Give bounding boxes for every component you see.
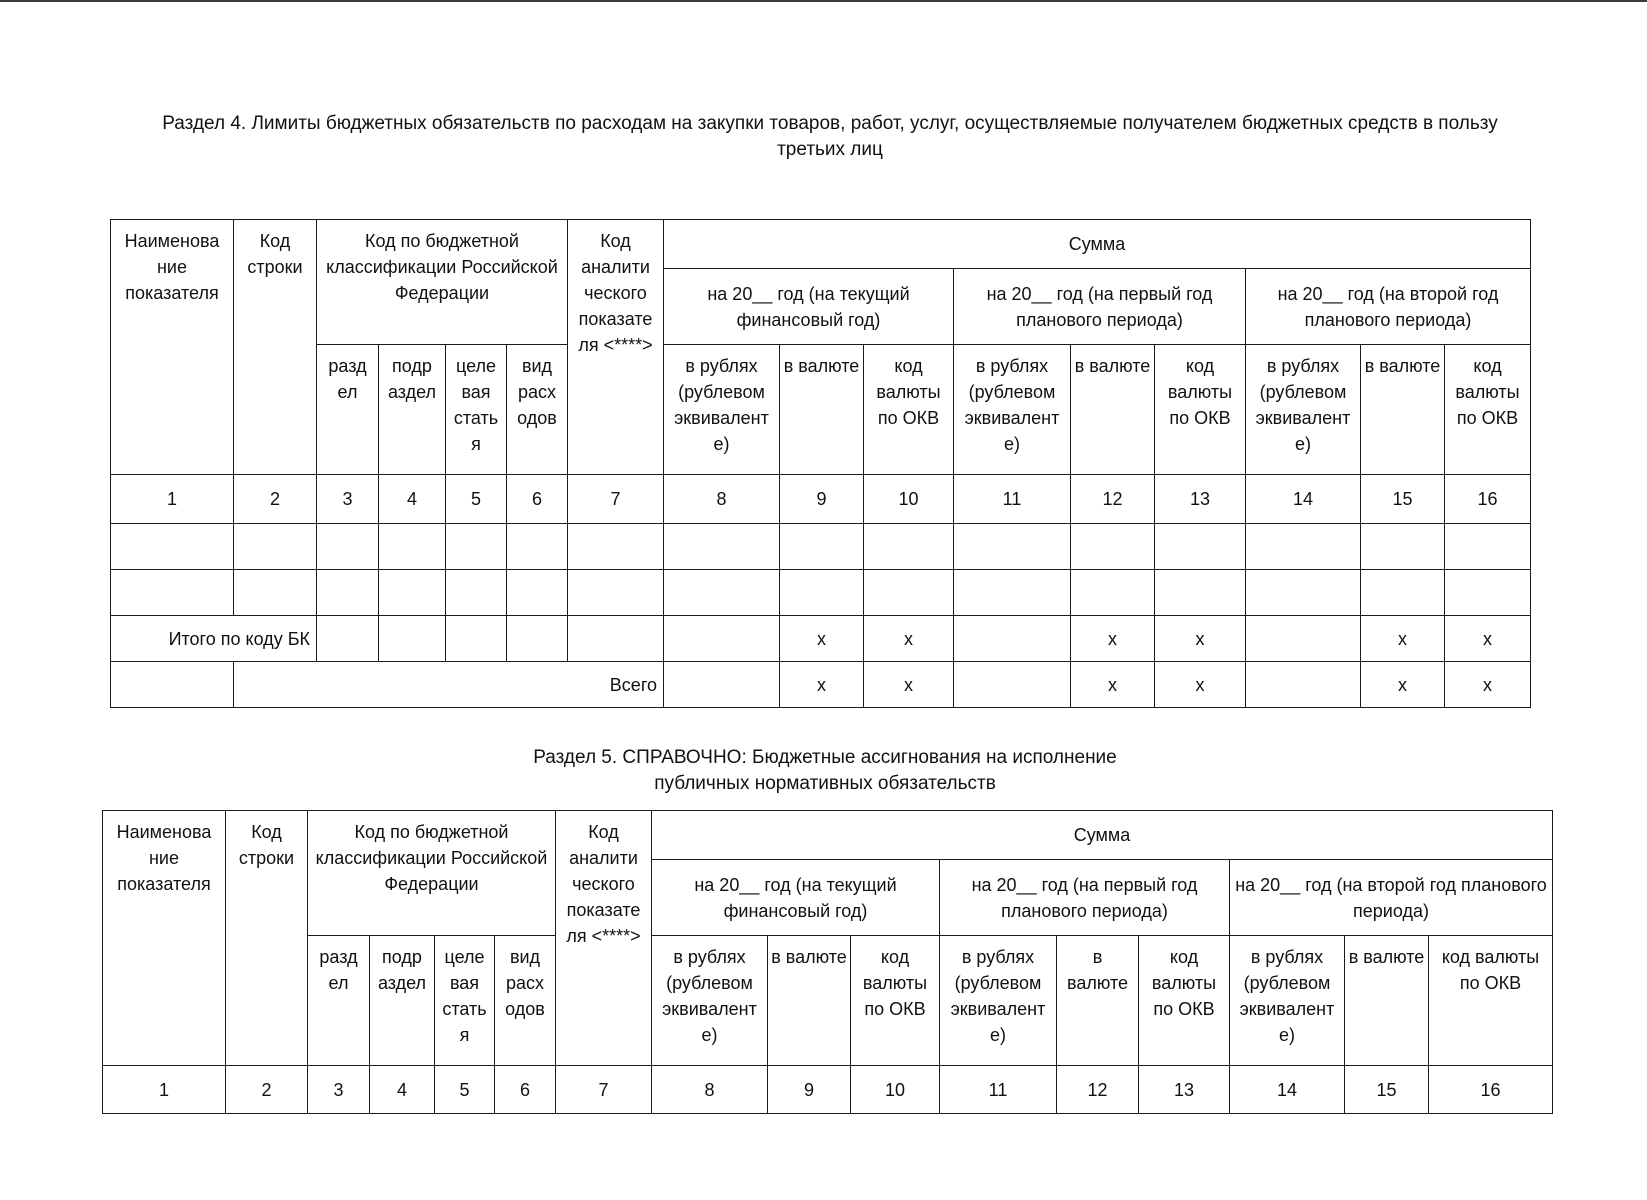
- column-number: 9: [768, 1066, 851, 1114]
- section-4-title: [110, 111, 1550, 163]
- empty-cell: [954, 662, 1071, 708]
- total-bk-row: [111, 616, 1531, 662]
- x-mark: x: [780, 662, 864, 708]
- column-number: 1: [111, 475, 234, 524]
- x-mark: x: [1155, 662, 1246, 708]
- empty-cell: [111, 570, 234, 616]
- column-number-row: [111, 475, 1531, 524]
- empty-cell: [1246, 616, 1361, 662]
- header-row-1: [103, 811, 1553, 860]
- header-currency: в валюте: [1057, 936, 1139, 1066]
- header-rub: в рублях (рублевом эквивалент е): [652, 936, 768, 1066]
- column-number: 7: [568, 475, 664, 524]
- empty-cell: [1361, 570, 1445, 616]
- column-number: 10: [864, 475, 954, 524]
- column-number: 4: [379, 475, 446, 524]
- header-okv-code: код валюты по ОКВ: [851, 936, 940, 1066]
- header-currency: в валюте: [1361, 345, 1445, 475]
- empty-cell: [954, 570, 1071, 616]
- x-mark: x: [1445, 616, 1531, 662]
- column-number: 13: [1155, 475, 1246, 524]
- empty-cell: [568, 616, 664, 662]
- column-number: 8: [652, 1066, 768, 1114]
- x-mark: x: [1155, 616, 1246, 662]
- x-mark: x: [864, 662, 954, 708]
- header-expense-type: вид расх одов: [495, 936, 556, 1066]
- header-okv-code: код валюты по ОКВ: [1155, 345, 1246, 475]
- header-indicator-name: Наименова ние показателя: [111, 220, 234, 475]
- empty-cell: [1071, 524, 1155, 570]
- header-budget-classification: Код по бюджетной классификации Российской Федерации: [317, 220, 568, 345]
- header-okv-code: код валюты по ОКВ: [864, 345, 954, 475]
- empty-cell: [446, 616, 507, 662]
- empty-cell: [446, 524, 507, 570]
- empty-cell: [1246, 524, 1361, 570]
- column-number: 2: [226, 1066, 308, 1114]
- empty-cell: [780, 570, 864, 616]
- x-mark: x: [780, 616, 864, 662]
- empty-cell: [1246, 570, 1361, 616]
- column-number: 10: [851, 1066, 940, 1114]
- empty-cell: [234, 524, 317, 570]
- header-rub: в рублях (рублевом эквивалент е): [940, 936, 1057, 1066]
- header-indicator-name: Наименова ние показателя: [103, 811, 226, 1066]
- empty-cell: [1155, 524, 1246, 570]
- column-number-row: [103, 1066, 1553, 1114]
- empty-cell: [317, 616, 379, 662]
- empty-cell: [317, 524, 379, 570]
- column-number: 14: [1230, 1066, 1345, 1114]
- section-4-title-line-1: Раздел 4. Лимиты бюджетных обязательств по расходам на закупки товаров, работ, услуг, осуществляемые получателем бюджетных средств в пользу: [162, 113, 1498, 134]
- column-number: 16: [1445, 475, 1531, 524]
- header-currency: в валюте: [1345, 936, 1429, 1066]
- empty-cell: [664, 662, 780, 708]
- empty-cell: [1445, 524, 1531, 570]
- total-bk-label: Итого по коду БК: [111, 616, 317, 662]
- column-number: 9: [780, 475, 864, 524]
- header-okv-code: код валюты по ОКВ: [1445, 345, 1531, 475]
- column-number: 12: [1057, 1066, 1139, 1114]
- column-number: 6: [495, 1066, 556, 1114]
- empty-cell: [1071, 570, 1155, 616]
- column-number: 15: [1345, 1066, 1429, 1114]
- header-analytic-code: Код аналити ческого показате ля <****>: [568, 220, 664, 475]
- empty-cell: [954, 616, 1071, 662]
- table-row: [111, 524, 1531, 570]
- x-mark: x: [864, 616, 954, 662]
- empty-cell: [111, 524, 234, 570]
- empty-cell: [111, 662, 234, 708]
- x-mark: x: [1071, 616, 1155, 662]
- empty-cell: [568, 524, 664, 570]
- header-rub: в рублях (рублевом эквивалент е): [1246, 345, 1361, 475]
- column-number: 15: [1361, 475, 1445, 524]
- header-row-code: Код строки: [226, 811, 308, 1066]
- column-number: 12: [1071, 475, 1155, 524]
- section-4-table: [110, 219, 1531, 708]
- empty-cell: [954, 524, 1071, 570]
- scan-edge: [0, 0, 1647, 2]
- header-currency: в валюте: [768, 936, 851, 1066]
- header-rub: в рублях (рублевом эквивалент е): [954, 345, 1071, 475]
- empty-cell: [1361, 524, 1445, 570]
- empty-cell: [379, 616, 446, 662]
- empty-cell: [864, 570, 954, 616]
- header-analytic-code: Код аналити ческого показате ля <****>: [556, 811, 652, 1066]
- empty-cell: [1246, 662, 1361, 708]
- header-row-1: [111, 220, 1531, 269]
- column-number: 5: [446, 475, 507, 524]
- column-number: 5: [435, 1066, 495, 1114]
- header-row-3: [111, 345, 1531, 475]
- header-row-code: Код строки: [234, 220, 317, 475]
- header-target-item: целе вая стать я: [435, 936, 495, 1066]
- grand-total-label: Всего: [234, 662, 664, 708]
- header-expense-type: вид расх одов: [507, 345, 568, 475]
- table-row: [111, 570, 1531, 616]
- empty-cell: [1445, 570, 1531, 616]
- empty-cell: [664, 616, 780, 662]
- x-mark: x: [1445, 662, 1531, 708]
- header-currency: в валюте: [780, 345, 864, 475]
- empty-cell: [507, 616, 568, 662]
- empty-cell: [507, 570, 568, 616]
- column-number: 1: [103, 1066, 226, 1114]
- header-period-second-planned: на 20__ год (на второй год планового периода): [1230, 860, 1553, 936]
- header-period-second-planned: на 20__ год (на второй год планового периода): [1246, 269, 1531, 345]
- empty-cell: [234, 570, 317, 616]
- column-number: 4: [370, 1066, 435, 1114]
- column-number: 14: [1246, 475, 1361, 524]
- header-period-first-planned: на 20__ год (на первый год планового периода): [940, 860, 1230, 936]
- header-rub: в рублях (рублевом эквивалент е): [1230, 936, 1345, 1066]
- empty-cell: [568, 570, 664, 616]
- header-row-3: [103, 936, 1553, 1066]
- header-section: разд ел: [317, 345, 379, 475]
- column-number: 3: [308, 1066, 370, 1114]
- empty-cell: [446, 570, 507, 616]
- x-mark: x: [1361, 662, 1445, 708]
- header-rub: в рублях (рублевом эквивалент е): [664, 345, 780, 475]
- empty-cell: [317, 570, 379, 616]
- header-budget-classification: Код по бюджетной классификации Российской Федерации: [308, 811, 556, 936]
- empty-cell: [664, 570, 780, 616]
- header-subsection: подр аздел: [379, 345, 446, 475]
- header-currency: в валюте: [1071, 345, 1155, 475]
- column-number: 6: [507, 475, 568, 524]
- x-mark: x: [1361, 616, 1445, 662]
- header-period-current: на 20__ год (на текущий финансовый год): [664, 269, 954, 345]
- header-period-current: на 20__ год (на текущий финансовый год): [652, 860, 940, 936]
- section-5-title-line-1: Раздел 5. СПРАВОЧНО: Бюджетные ассигнования на исполнение: [533, 747, 1117, 768]
- column-number: 16: [1429, 1066, 1553, 1114]
- empty-cell: [379, 524, 446, 570]
- column-number: 11: [954, 475, 1071, 524]
- column-number: 13: [1139, 1066, 1230, 1114]
- header-period-first-planned: на 20__ год (на первый год планового периода): [954, 269, 1246, 345]
- section-5-table: [102, 810, 1553, 1114]
- column-number: 3: [317, 475, 379, 524]
- empty-cell: [864, 524, 954, 570]
- header-target-item: целе вая стать я: [446, 345, 507, 475]
- column-number: 2: [234, 475, 317, 524]
- section-4-title-line-2: третьих лиц: [777, 139, 883, 160]
- column-number: 7: [556, 1066, 652, 1114]
- section-5-title: [400, 745, 1250, 797]
- empty-cell: [379, 570, 446, 616]
- header-sum: Сумма: [652, 811, 1553, 860]
- x-mark: x: [1071, 662, 1155, 708]
- column-number: 8: [664, 475, 780, 524]
- empty-cell: [664, 524, 780, 570]
- section-5-title-line-2: публичных нормативных обязательств: [654, 773, 996, 794]
- grand-total-row: [111, 662, 1531, 708]
- column-number: 11: [940, 1066, 1057, 1114]
- header-subsection: подр аздел: [370, 936, 435, 1066]
- empty-cell: [1155, 570, 1246, 616]
- empty-cell: [780, 524, 864, 570]
- header-sum: Сумма: [664, 220, 1531, 269]
- header-section: разд ел: [308, 936, 370, 1066]
- empty-cell: [507, 524, 568, 570]
- header-okv-code: код валюты по ОКВ: [1139, 936, 1230, 1066]
- header-okv-code: код валюты по ОКВ: [1429, 936, 1553, 1066]
